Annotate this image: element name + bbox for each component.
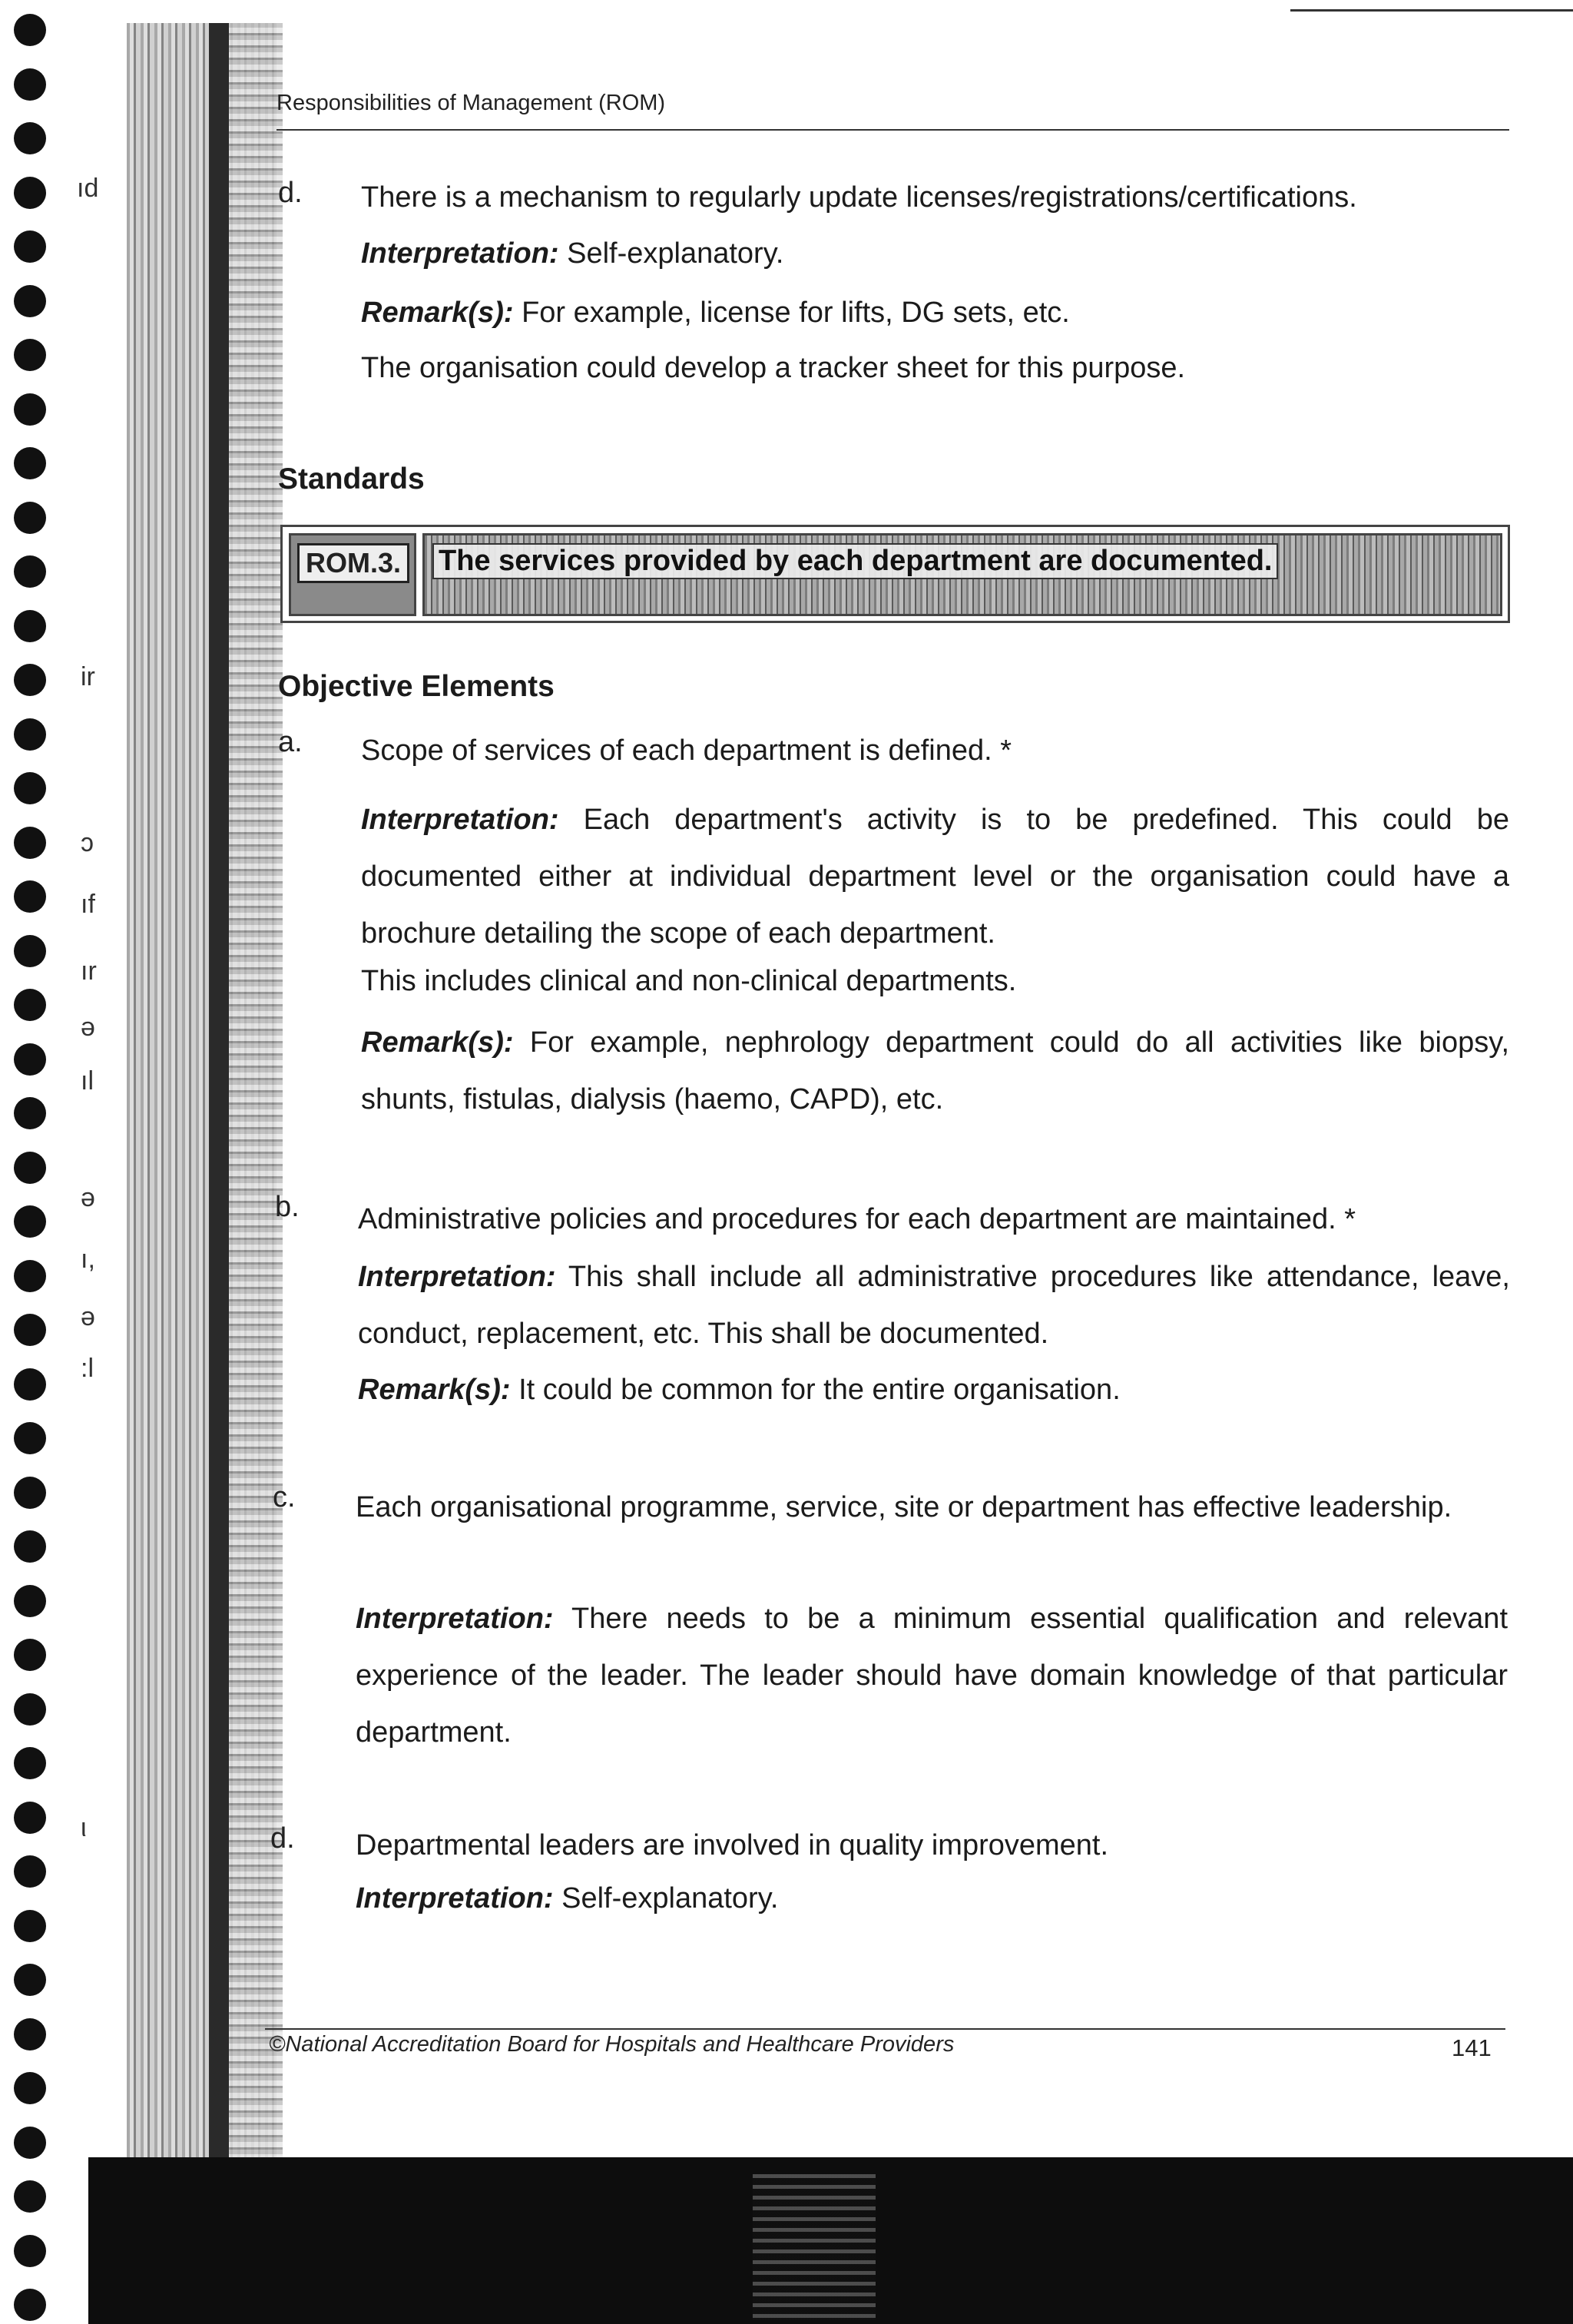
- item-label: d.: [270, 1822, 295, 1855]
- interpretation-paragraph: [361, 791, 1509, 962]
- interpretation-line: [361, 239, 783, 268]
- margin-fragment: ı,: [81, 1245, 95, 1274]
- standard-code-cell: [289, 533, 416, 616]
- margin-fragment: ir: [81, 662, 95, 691]
- margin-fragment: ə: [81, 1183, 95, 1212]
- binding-hole: [14, 393, 46, 426]
- binding-shadow: [209, 23, 229, 2167]
- binding-hole: [14, 664, 46, 696]
- item-text: Scope of services of each department is defined. *: [361, 734, 1012, 767]
- scan-artifact: [753, 2174, 876, 2320]
- top-rule: [1290, 9, 1573, 12]
- remark-line: [358, 1375, 1121, 1404]
- binding-hole: [14, 1910, 46, 1942]
- standard-text: The services provided by each department are documented.: [432, 543, 1278, 579]
- margin-fragment: ır: [81, 956, 97, 986]
- binding-hole: [14, 2235, 46, 2267]
- binding-hole: [14, 1368, 46, 1401]
- margin-fragment: ıf: [81, 890, 95, 919]
- page-number: 141: [1452, 2034, 1492, 2061]
- interpretation-label: Interpretation:: [358, 1261, 556, 1293]
- remark-text: For example, nephrology department could do all activities like biopsy, shunts, fistulas, dialysis (haemo, CAPD), etc.: [361, 1026, 1509, 1116]
- binding-hole: [14, 827, 46, 859]
- binding-hole: [14, 1855, 46, 1888]
- binding-hole: [14, 1097, 46, 1129]
- item-text: There is a mechanism to regularly update licenses/registrations/certifications.: [361, 181, 1357, 214]
- binding-hole: [14, 1152, 46, 1184]
- binding-holes: [0, 0, 54, 2324]
- binding-hole: [14, 610, 46, 642]
- interpretation-label: Interpretation:: [356, 1882, 554, 1915]
- binding-hole: [14, 2127, 46, 2159]
- item-text: Each organisational programme, service, site or department has effective leadership.: [356, 1491, 1452, 1523]
- standards-heading: Standards: [278, 462, 425, 496]
- binding-hole: [14, 772, 46, 804]
- binding-hole: [14, 1639, 46, 1671]
- item-extra-text: The organisation could develop a tracker sheet for this purpose.: [361, 352, 1186, 384]
- interpretation-label: Interpretation:: [356, 1603, 554, 1635]
- item-label: a.: [278, 726, 303, 758]
- binding-hole: [14, 502, 46, 534]
- margin-fragment: ə: [81, 1013, 95, 1042]
- footer-rule: [265, 2028, 1505, 2030]
- binding-hole: [14, 1530, 46, 1563]
- margin-fragment: :l: [81, 1354, 94, 1383]
- binding-hole: [14, 285, 46, 317]
- binding-hole: [14, 2289, 46, 2321]
- item-label: d.: [278, 177, 303, 209]
- binding-hole: [14, 1802, 46, 1834]
- item-label: b.: [275, 1191, 300, 1223]
- margin-fragment: ıl: [81, 1066, 94, 1096]
- remark-label: Remark(s):: [358, 1374, 511, 1406]
- interpretation-text: There needs to be a minimum essential qualification and relevant experience of the leader. The leader should have domain knowledge of that particular department.: [356, 1603, 1508, 1749]
- interpretation-paragraph: [358, 1248, 1510, 1362]
- binding-hole: [14, 2018, 46, 2050]
- item-label: c.: [273, 1481, 296, 1513]
- item-extra-text: This includes clinical and non-clinical departments.: [361, 965, 1017, 997]
- binding-hole: [14, 989, 46, 1021]
- binding-hole: [14, 1260, 46, 1292]
- binding-hole: [14, 1422, 46, 1454]
- remark-text: It could be common for the entire organisation.: [510, 1374, 1121, 1406]
- interpretation-text: This shall include all administrative procedures like attendance, leave, conduct, replacement, etc. This shall be documented.: [358, 1261, 1510, 1350]
- remark-label: Remark(s):: [361, 1026, 514, 1059]
- binding-hole: [14, 718, 46, 751]
- binding-hole: [14, 14, 46, 46]
- binding-hole: [14, 1585, 46, 1617]
- remark-paragraph: [361, 1014, 1509, 1128]
- item-text: Administrative policies and procedures for each department are maintained. *: [358, 1203, 1356, 1235]
- margin-fragment: ıd: [77, 174, 99, 203]
- standard-text-cell: [422, 533, 1502, 616]
- interpretation-text: Self-explanatory.: [558, 237, 784, 270]
- margin-fragment: ι: [81, 1813, 87, 1842]
- standard-code: ROM.3.: [297, 543, 409, 583]
- interpretation-label: Interpretation:: [361, 237, 559, 270]
- margin-fragment: ɔ: [81, 828, 94, 857]
- binding-hole: [14, 177, 46, 209]
- binding-hole: [14, 447, 46, 479]
- binding-hole: [14, 880, 46, 913]
- binding-hole: [14, 2180, 46, 2213]
- binding-hole: [14, 1205, 46, 1238]
- objective-elements-heading: Objective Elements: [278, 670, 555, 703]
- interpretation-text: Each department's activity is to be predefined. This could be documented either at individual department level or the organisation could have a brochure detailing the scope of each department.: [361, 804, 1509, 950]
- binding-hole: [14, 1043, 46, 1076]
- standard-box: [280, 525, 1510, 623]
- footer-copyright: ©National Accreditation Board for Hospitals and Healthcare Providers: [269, 2032, 955, 2057]
- interpretation-paragraph: [356, 1590, 1508, 1761]
- remark-text: For example, license for lifts, DG sets, etc.: [513, 297, 1070, 329]
- binding-hole: [14, 2072, 46, 2104]
- binding-hole: [14, 1747, 46, 1779]
- margin-fragment: ə: [81, 1302, 95, 1331]
- binding-hole: [14, 1314, 46, 1346]
- remark-line: [361, 298, 1070, 327]
- binding-hole: [14, 555, 46, 588]
- running-header: Responsibilities of Management (ROM): [277, 91, 666, 115]
- binding-hole: [14, 1477, 46, 1509]
- interpretation-text: Self-explanatory.: [553, 1882, 779, 1915]
- binding-hole: [14, 1964, 46, 1996]
- binding-hole: [14, 230, 46, 263]
- binding-hole: [14, 122, 46, 154]
- interpretation-label: Interpretation:: [361, 804, 559, 836]
- remark-label: Remark(s):: [361, 297, 514, 329]
- binding-hole: [14, 935, 46, 967]
- binding-hole: [14, 1693, 46, 1726]
- interpretation-line: [356, 1884, 778, 1913]
- binding-hole: [14, 339, 46, 371]
- item-text: Departmental leaders are involved in quality improvement.: [356, 1829, 1109, 1862]
- binding-hole: [14, 68, 46, 101]
- header-rule: [277, 129, 1509, 131]
